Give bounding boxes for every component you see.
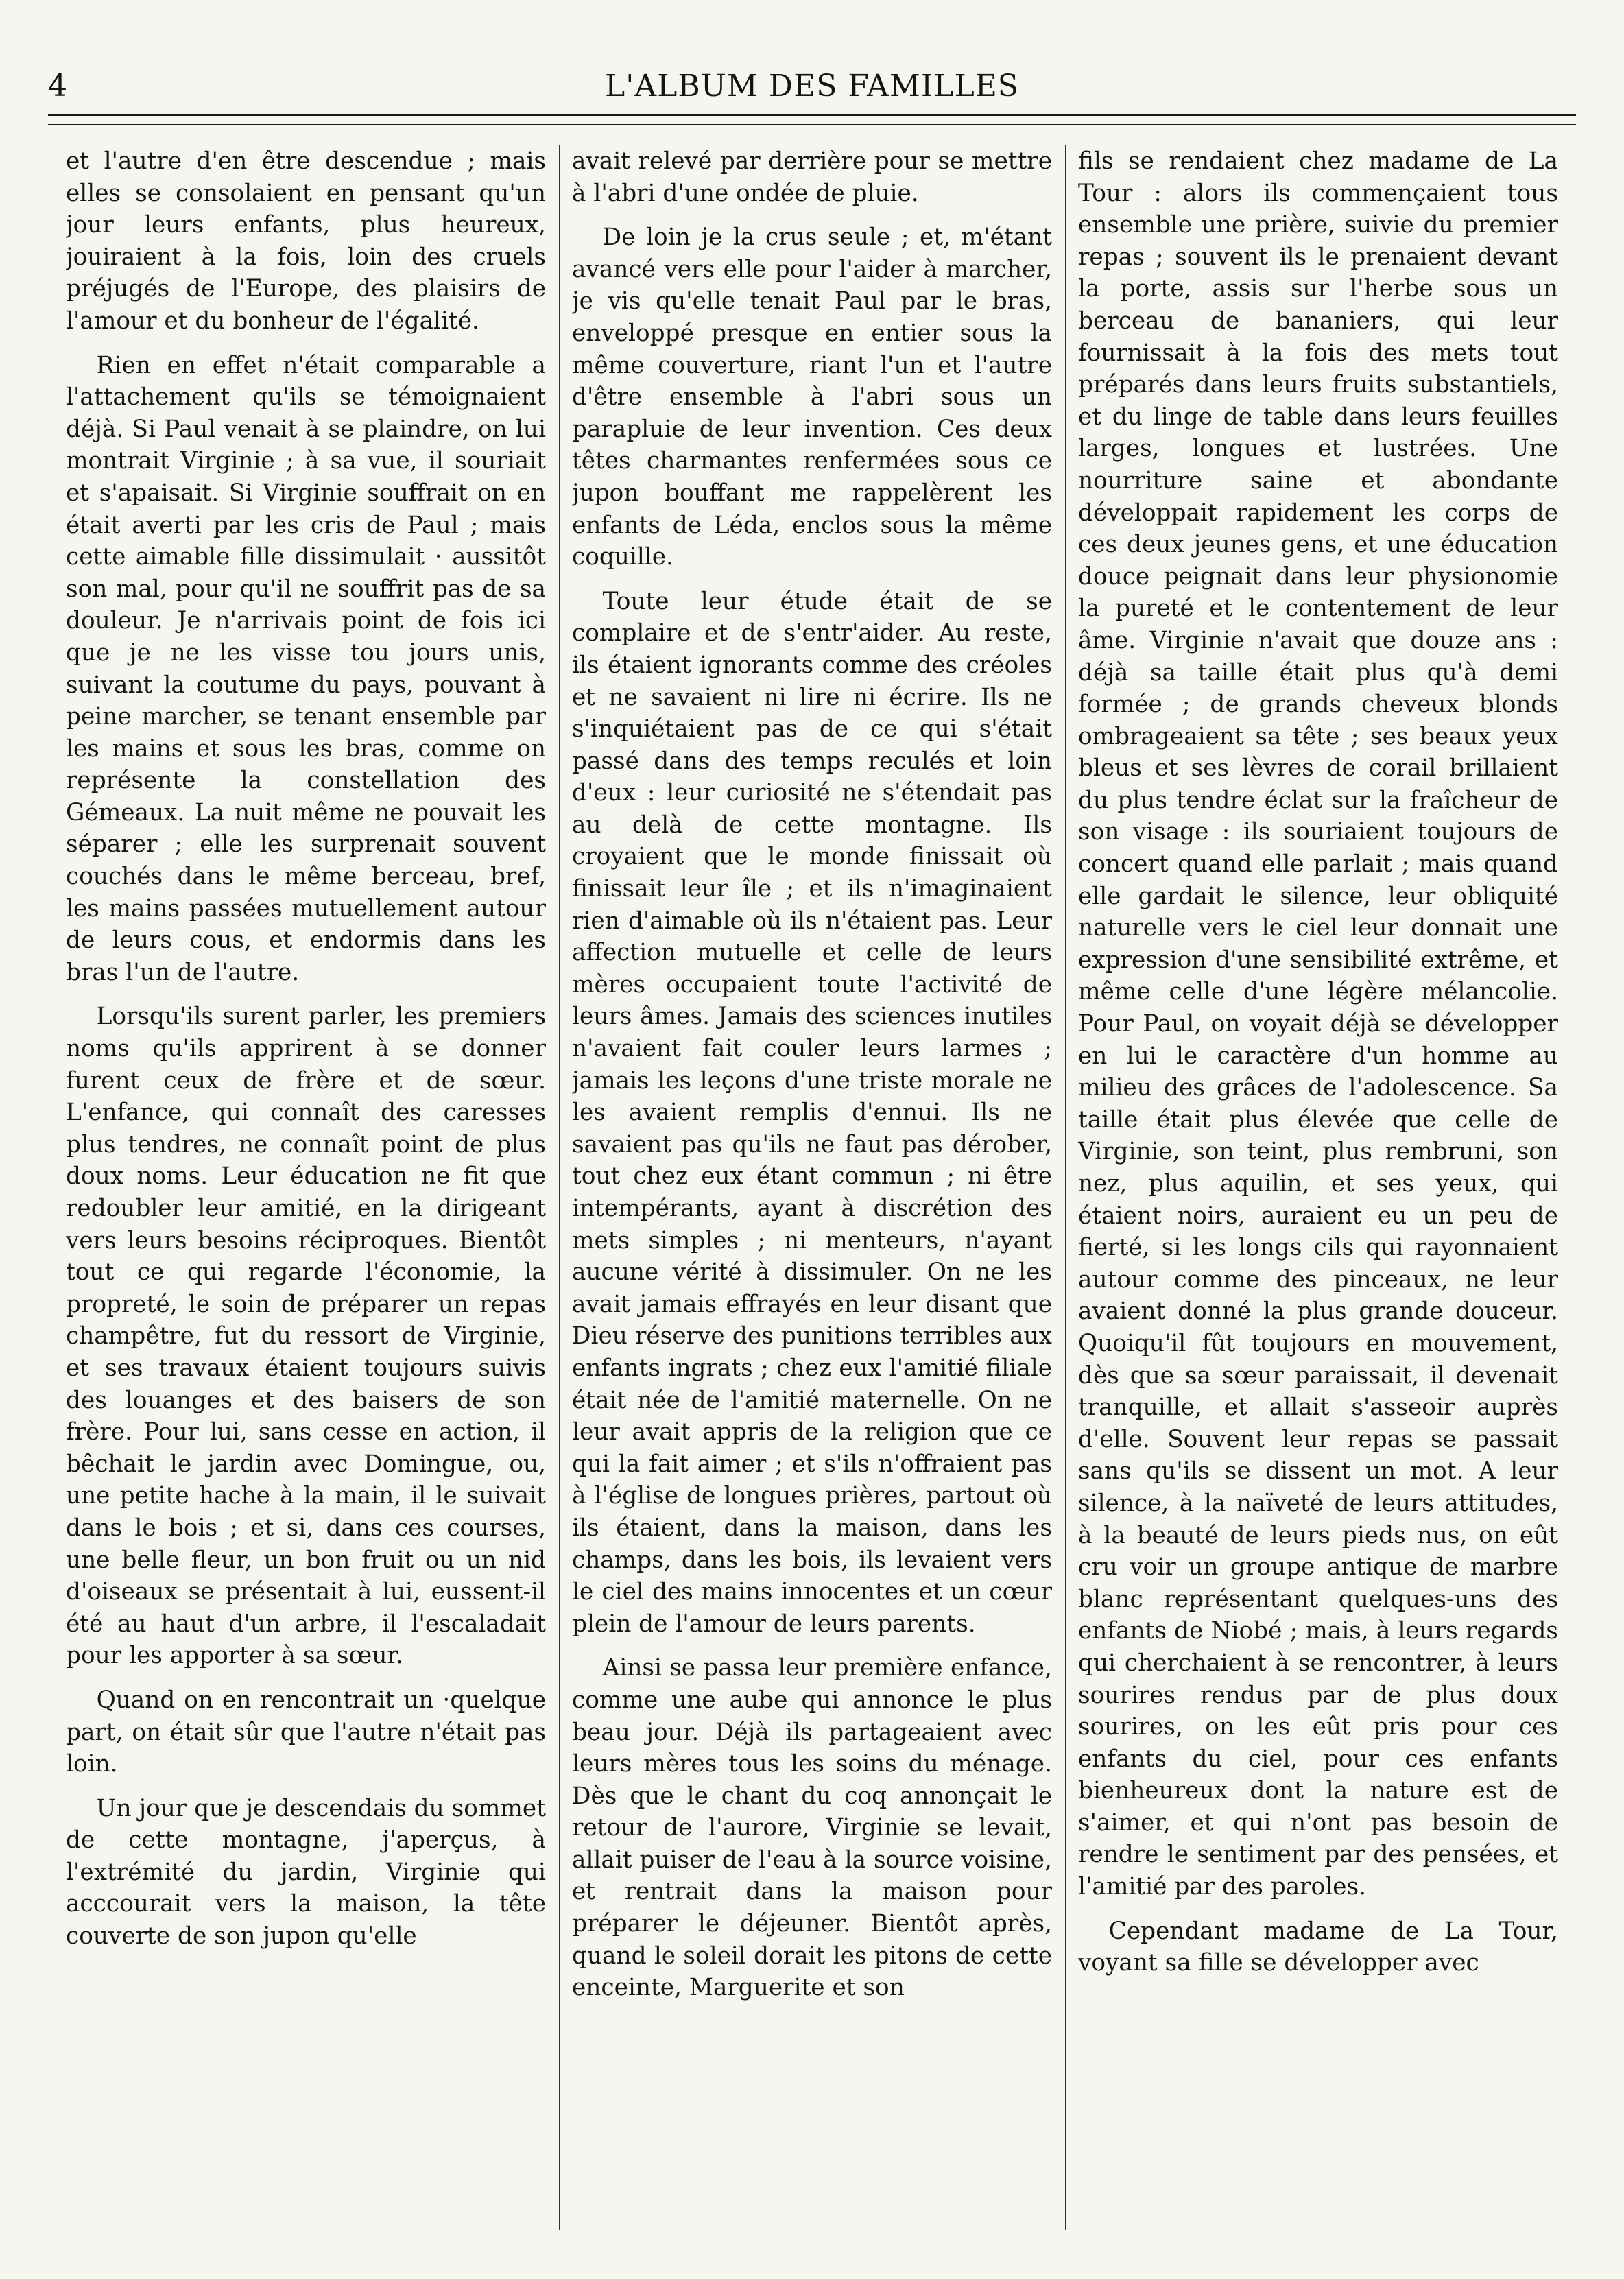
column-2: [572, 145, 1052, 2230]
paragraph: Lorsqu'ils surent parler, les premiers noms qu'ils apprirent à se donner furent ceux de frère et de sœur. L'enfance, qui connaît des caresses plus tendres, ne connaît point de plus doux noms. Leur éducation ne fit que redoubler leur amitié, en la dirigeant vers leurs besoins réciproques. Bientôt tout ce qui regarde l'économie, la propreté, le soin de préparer un repas champêtre, fut du ressort de Virginie, et ses travaux étaient toujours suivis des louanges et des baisers de son frère. Pour lui, sans cesse en action, il bêchait le jardin avec Domingue, ou, une petite hache à la main, il le suivait dans le bois ; et si, dans ces courses, une belle fleur, un bon fruit ou un nid d'oiseaux se présentait à lui, eussent-il été au haut d'un arbre, il l'escaladait pour les apporter à sa sœur.: [66, 1003, 546, 1670]
column-1: [66, 145, 546, 2230]
header-rule: [48, 114, 1576, 125]
column-3: [1078, 145, 1558, 2230]
column-divider: [1065, 145, 1066, 2230]
paragraph: Rien en effet n'était comparable a l'attachement qu'ils se témoignaient déjà. Si Paul venait à se plaindre, on lui montrait Virginie ; à sa vue, il souriait et s'apaisait. Si Virginie souffrait on en était averti par les cris de Paul ; mais cette aimable fille dissimulait · aussitôt son mal, pour qu'il ne souffrit pas de sa douleur. Je n'arrivais point de fois ici que je ne les visse tou jours unis, suivant la coutume du pays, pouvant à peine marcher, se tenant ensemble par les mains et sous les bras, comme on représente la constellation des Gémeaux. La nuit même ne pouvait les séparer ; elle les surprenait souvent couchés dans le même berceau, bref, les mains passées mutuellement autour de leurs cous, et endormis dans les bras l'un de l'autre.: [66, 351, 546, 986]
paragraph: fils se rendaient chez madame de La Tour : alors ils commençaient tous ensemble une prière, suivie du premier repas ; souvent ils le prenaient devant la porte, assis sur l'herbe sous un berceau de bananiers, qui leur fournissait à la fois des mets tout préparés dans leurs fruits substantiels, et du linge de table dans leurs feuilles larges, longues et lustrées. Une nourriture saine et abondante développait rapidement les corps de ces deux jeunes gens, et une éducation douce peignait dans leur physionomie la pureté et le contentement de leur âme. Virginie n'avait que douze ans : déjà sa taille était plus qu'à demi formée ; de grands cheveux blonds ombrageaient sa tête ; ses beaux yeux bleus et ses lèvres de corail brillaient du plus tendre éclat sur la fraîcheur de son visage : ils souriaient toujours de concert quand elle parlait ; mais quand elle gardait le silence, leur obliquité naturelle vers le ciel leur donnait une expression d'une sensibilité extrême, et même celle d'une légère mélancolie. Pour Paul, on voyait déjà se développer en lui le caractère d'un homme au milieu des grâces de l'adolescence. Sa taille était plus élevée que celle de Virginie, son teint, plus rembruni, son nez, plus aquilin, et ses yeux, qui étaient noirs, auraient eu un peu de fierté, si les longs cils qui rayonnaient autour comme des pinceaux, ne leur avaient donné la plus grande douceur. Quoiqu'il fût toujours en mouvement, dès que sa sœur paraissait, il devenait tranquille, et allait s'asseoir auprès d'elle. Souvent leur repas se passait sans qu'ils se dissent un mot. A leur silence, à la naïveté de leurs attitudes, à la beauté de leurs pieds nus, on eût cru voir un groupe antique de marbre blanc représentant quelques-uns des enfants de Niobé ; mais, à leurs regards qui cherchaient à se rencontrer, à leurs sourires rendus par de plus doux sourires, on les eût pris pour ces enfants du ciel, pour ces enfants bienheureux dont la nature est de s'aimer, et qui n'ont pas besoin de rendre le sentiment par des pensées, et l'amitié par des paroles.: [1078, 147, 1558, 1901]
paragraph: De loin je la crus seule ; et, m'étant avancé vers elle pour l'aider à marcher, je vis qu'elle tenait Paul par le bras, enveloppé presque en entier sous la même couverture, riant l'un et l'autre d'être ensemble à l'abri sous un parapluie de leur invention. Ces deux têtes charmantes renfermées sous ce jupon bouffant me rappelèrent les enfants de Léda, enclos sous la même coquille.: [572, 224, 1052, 571]
text-columns: [66, 145, 1558, 2230]
page-number: 4: [48, 69, 67, 104]
paragraph: et l'autre d'en être descendue ; mais elles se consolaient en pensant qu'un jour leurs enfants, plus heureux, jouiraient à la fois, loin des cruels préjugés de l'Europe, des plaisirs de l'amour et du bonheur de l'égalité.: [66, 147, 546, 335]
paragraph: avait relevé par derrière pour se mettre à l'abri d'une ondée de pluie.: [572, 147, 1052, 207]
paragraph: Un jour que je descendais du sommet de cette montagne, j'aperçus, à l'extrémité du jardin, Virginie qui acccourait vers la maison, la tête couverte de son jupon qu'elle: [66, 1794, 546, 1950]
page-header: [48, 66, 1576, 114]
running-title: L'ALBUM DES FAMILLES: [605, 69, 1019, 104]
paragraph: Quand on en rencontrait un ·quelque part, on était sûr que l'autre n'était pas loin.: [66, 1686, 546, 1778]
paragraph: Cependant madame de La Tour, voyant sa fille se développer avec: [1078, 1917, 1558, 1977]
column-divider: [559, 145, 560, 2230]
paragraph: Toute leur étude était de se complaire et de s'entr'aider. Au reste, ils étaient ignorants comme des créoles et ne savaient ni lire ni écrire. Ils ne s'inquiétaient pas de ce qui s'était passé dans des temps reculés et loin d'eux : leur curiosité ne s'étendait pas au delà de cette montagne. Ils croyaient que le monde finissait où finissait leur île ; et ils n'imaginaient rien d'aimable où ils n'étaient pas. Leur affection mutuelle et celle de leurs mères occupaient toute l'activité de leurs âmes. Jamais des sciences inutiles n'avaient fait couler leurs larmes ; jamais les leçons d'une triste morale ne les avaient remplis d'ennui. Ils ne savaient pas qu'ils ne faut pas dérober, tout chez eux étant commun ; ni être intempérants, ayant à discrétion des mets simples ; ni menteurs, n'ayant aucune vérité à dissimuler. On ne les avait jamais effrayés en leur disant que Dieu réserve des punitions terribles aux enfants ingrats ; chez eux l'amitié filiale était née de l'amitié maternelle. On ne leur avait appris de la religion que ce qui la fait aimer ; et s'ils n'offraient pas à l'église de longues prières, partout où ils étaient, dans la maison, dans les champs, dans les bois, ils levaient vers le ciel des mains innocentes et un cœur plein de l'amour de leurs parents.: [572, 587, 1052, 1638]
paragraph: Ainsi se passa leur première enfance, comme une aube qui annonce le plus beau jour. Déjà ils partageaient avec leurs mères tous les soins du ménage. Dès que le chant du coq annonçait le retour de l'aurore, Virginie se levait, allait puiser de l'eau à la source voisine, et rentrait dans la maison pour préparer le déjeuner. Bientôt après, quand le soleil dorait les pitons de cette enceinte, Marguerite et son: [572, 1654, 1052, 2002]
